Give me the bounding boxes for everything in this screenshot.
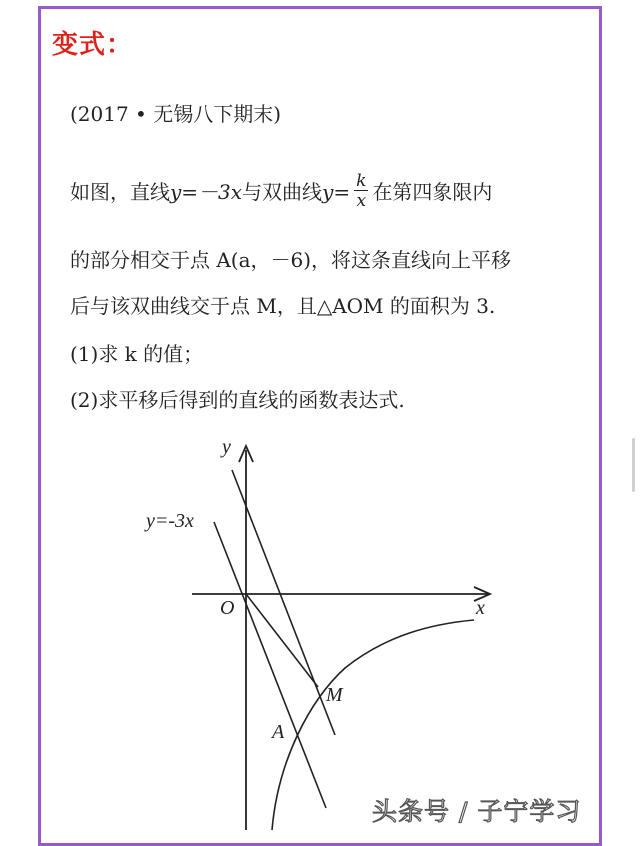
- source-line: (2017 • 无锡八下期末): [70, 102, 282, 126]
- variant-heading: 变式：: [52, 30, 134, 60]
- problem-line-3: 后与该双曲线交于点 M，且△AOM 的面积为 3.: [70, 294, 496, 318]
- segment-om: [246, 594, 318, 687]
- x-axis-label: x: [476, 597, 485, 619]
- equation-hyperbola-lhs: y=: [322, 180, 351, 204]
- point-m-label: M: [326, 684, 343, 706]
- question-1: (1)求 k 的值；: [70, 342, 204, 366]
- origin-label: O: [220, 597, 235, 619]
- line-equation-label: y=-3x: [146, 510, 194, 532]
- problem-text-part2: 与双曲线: [242, 180, 323, 204]
- line-y-neg3x: [214, 522, 326, 808]
- problem-text-part3: 在第四象限内: [372, 180, 493, 204]
- scrollbar-thumb[interactable]: [632, 438, 635, 492]
- equation-line: y=－3x: [170, 180, 243, 204]
- problem-line-2: 的部分相交于点 A(a，－6)，将这条直线向上平移: [70, 248, 512, 272]
- watermark: 头条号 / 子宁学习: [372, 797, 582, 826]
- point-a-label: A: [272, 721, 285, 743]
- fraction-denominator: x: [356, 191, 367, 211]
- question-2: (2)求平移后得到的直线的函数表达式.: [70, 388, 405, 412]
- translated-line: [232, 470, 335, 735]
- fraction-numerator: k: [356, 171, 367, 191]
- problem-text-part1: 如图，直线: [70, 180, 170, 204]
- y-axis-label: y: [222, 436, 231, 458]
